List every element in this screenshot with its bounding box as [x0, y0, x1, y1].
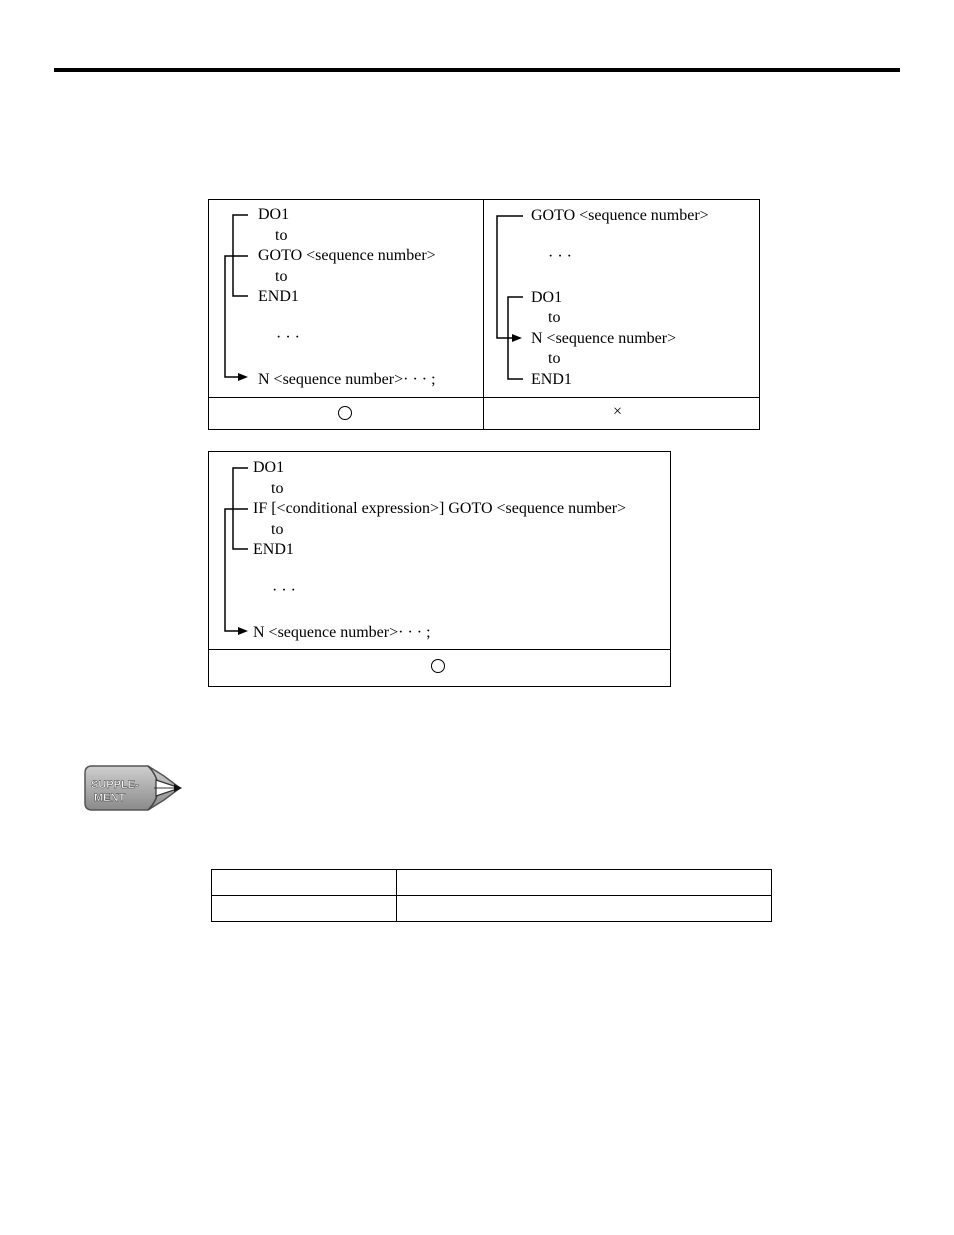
right-ellipsis: · · · — [548, 248, 572, 265]
right-to-1: to — [548, 309, 561, 326]
table-row — [212, 870, 772, 896]
badge-line2: MENT — [94, 792, 126, 804]
right-n-sequence: N <sequence number> — [531, 330, 677, 347]
right-to-2: to — [548, 350, 561, 367]
bottom-end1: END1 — [253, 541, 294, 558]
badge-line1: SUPPLE- — [91, 779, 139, 791]
invalid-cross-mark: × — [613, 403, 623, 420]
left-end1: END1 — [258, 288, 299, 305]
supplement-table — [211, 869, 772, 922]
table-cell — [212, 896, 397, 922]
table-row — [212, 896, 772, 922]
left-do1: DO1 — [258, 206, 290, 223]
left-to-1: to — [275, 227, 288, 244]
table-cell — [212, 870, 397, 896]
right-do1: DO1 — [531, 289, 563, 306]
bottom-to-2: to — [271, 521, 284, 538]
right-end1: END1 — [531, 371, 572, 388]
bottom-do1: DO1 — [253, 459, 285, 476]
table-cell — [397, 870, 772, 896]
bottom-ellipsis: · · · — [272, 582, 296, 599]
left-goto: GOTO <sequence number> — [258, 247, 436, 264]
left-ellipsis: · · · — [276, 329, 300, 346]
bottom-n-sequence: N <sequence number>· · · ; — [253, 624, 431, 641]
left-n-sequence: N <sequence number>· · · ; — [258, 371, 436, 388]
table-cell — [397, 896, 772, 922]
supplement-icon — [82, 760, 186, 816]
bottom-if-goto: IF [<conditional expression>] GOTO <sequence number> — [253, 500, 627, 517]
left-to-2: to — [275, 268, 288, 285]
right-goto: GOTO <sequence number> — [531, 207, 709, 224]
bottom-to-1: to — [271, 480, 284, 497]
